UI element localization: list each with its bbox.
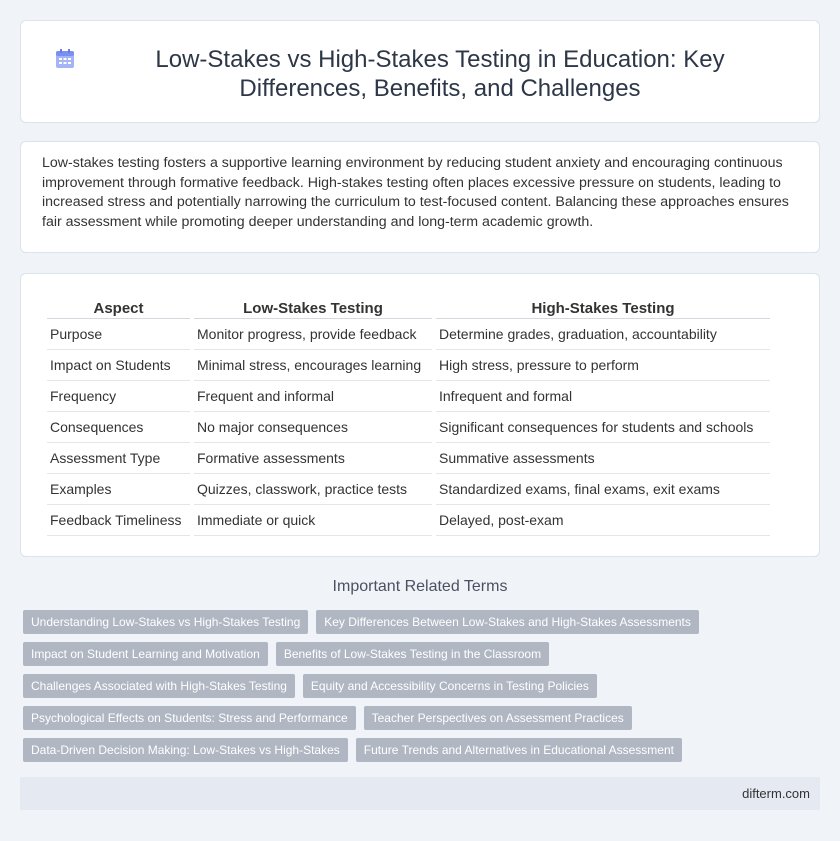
table-cell: Immediate or quick [194,505,432,536]
column-header-aspect: Aspect [47,295,190,319]
column-header-high-stakes: High-Stakes Testing [436,295,770,319]
table-cell: Frequency [47,381,190,412]
calendar-icon [53,47,77,71]
table-header-row [47,295,770,319]
table-cell: Assessment Type [47,443,190,474]
related-terms-list [23,610,723,770]
table-row [47,319,770,350]
footer [20,777,820,810]
table-cell: Formative assessments [194,443,432,474]
comparison-table [43,295,774,536]
table-cell: Impact on Students [47,350,190,381]
table-row [47,443,770,474]
related-term-tag[interactable]: Future Trends and Alternatives in Educational Assessment [356,738,682,762]
related-term-tag[interactable]: Impact on Student Learning and Motivation [23,642,268,666]
tag-row [23,738,723,762]
comparison-table-card [20,273,820,557]
related-term-tag[interactable]: Key Differences Between Low-Stakes and High-Stakes Assessments [316,610,699,634]
table-cell: Summative assessments [436,443,770,474]
footer-site-link[interactable]: difterm.com [742,786,810,801]
tag-row [23,706,723,730]
table-cell: No major consequences [194,412,432,443]
summary-text: Low-stakes testing fosters a supportive learning environment by reducing student anxiety and encouraging continuous improvement through formative feedback. High-stakes testing often places excessive pressure on students, leading to increased stress and potentially narrowing the curriculum to test-focused content. Balancing these approaches ensures fair assessment while promoting deeper understanding and long-term academic growth. [42,155,789,231]
table-cell: Examples [47,474,190,505]
table-row [47,381,770,412]
column-header-low-stakes: Low-Stakes Testing [194,295,432,319]
table-row [47,412,770,443]
related-term-tag[interactable]: Teacher Perspectives on Assessment Practices [364,706,632,730]
table-cell: Monitor progress, provide feedback [194,319,432,350]
table-cell: Significant consequences for students and schools [436,412,770,443]
table-cell: Frequent and informal [194,381,432,412]
table-cell: Infrequent and formal [436,381,770,412]
table-row [47,474,770,505]
related-term-tag[interactable]: Psychological Effects on Students: Stress and Performance [23,706,356,730]
tag-row [23,642,723,666]
table-row [47,350,770,381]
related-term-tag[interactable]: Benefits of Low-Stakes Testing in the Classroom [276,642,549,666]
related-term-tag[interactable]: Equity and Accessibility Concerns in Testing Policies [303,674,597,698]
table-cell: Standardized exams, final exams, exit exams [436,474,770,505]
related-term-tag[interactable]: Data-Driven Decision Making: Low-Stakes vs High-Stakes [23,738,348,762]
header-card [20,20,820,123]
table-row [47,505,770,536]
table-cell: Feedback Timeliness [47,505,190,536]
table-cell: Purpose [47,319,190,350]
related-term-tag[interactable]: Challenges Associated with High-Stakes Testing [23,674,295,698]
table-cell: Minimal stress, encourages learning [194,350,432,381]
tag-row [23,610,723,634]
table-cell: Delayed, post-exam [436,505,770,536]
tag-row [23,674,723,698]
page-title: Low-Stakes vs High-Stakes Testing in Education: Key Differences, Benefits, and Challenges [155,46,725,102]
table-cell: High stress, pressure to perform [436,350,770,381]
related-terms-title: Important Related Terms [332,578,508,595]
summary-card [20,141,820,253]
related-term-tag[interactable]: Understanding Low-Stakes vs High-Stakes Testing [23,610,308,634]
table-cell: Quizzes, classwork, practice tests [194,474,432,505]
table-cell: Determine grades, graduation, accountability [436,319,770,350]
header-content [21,45,819,103]
table-cell: Consequences [47,412,190,443]
